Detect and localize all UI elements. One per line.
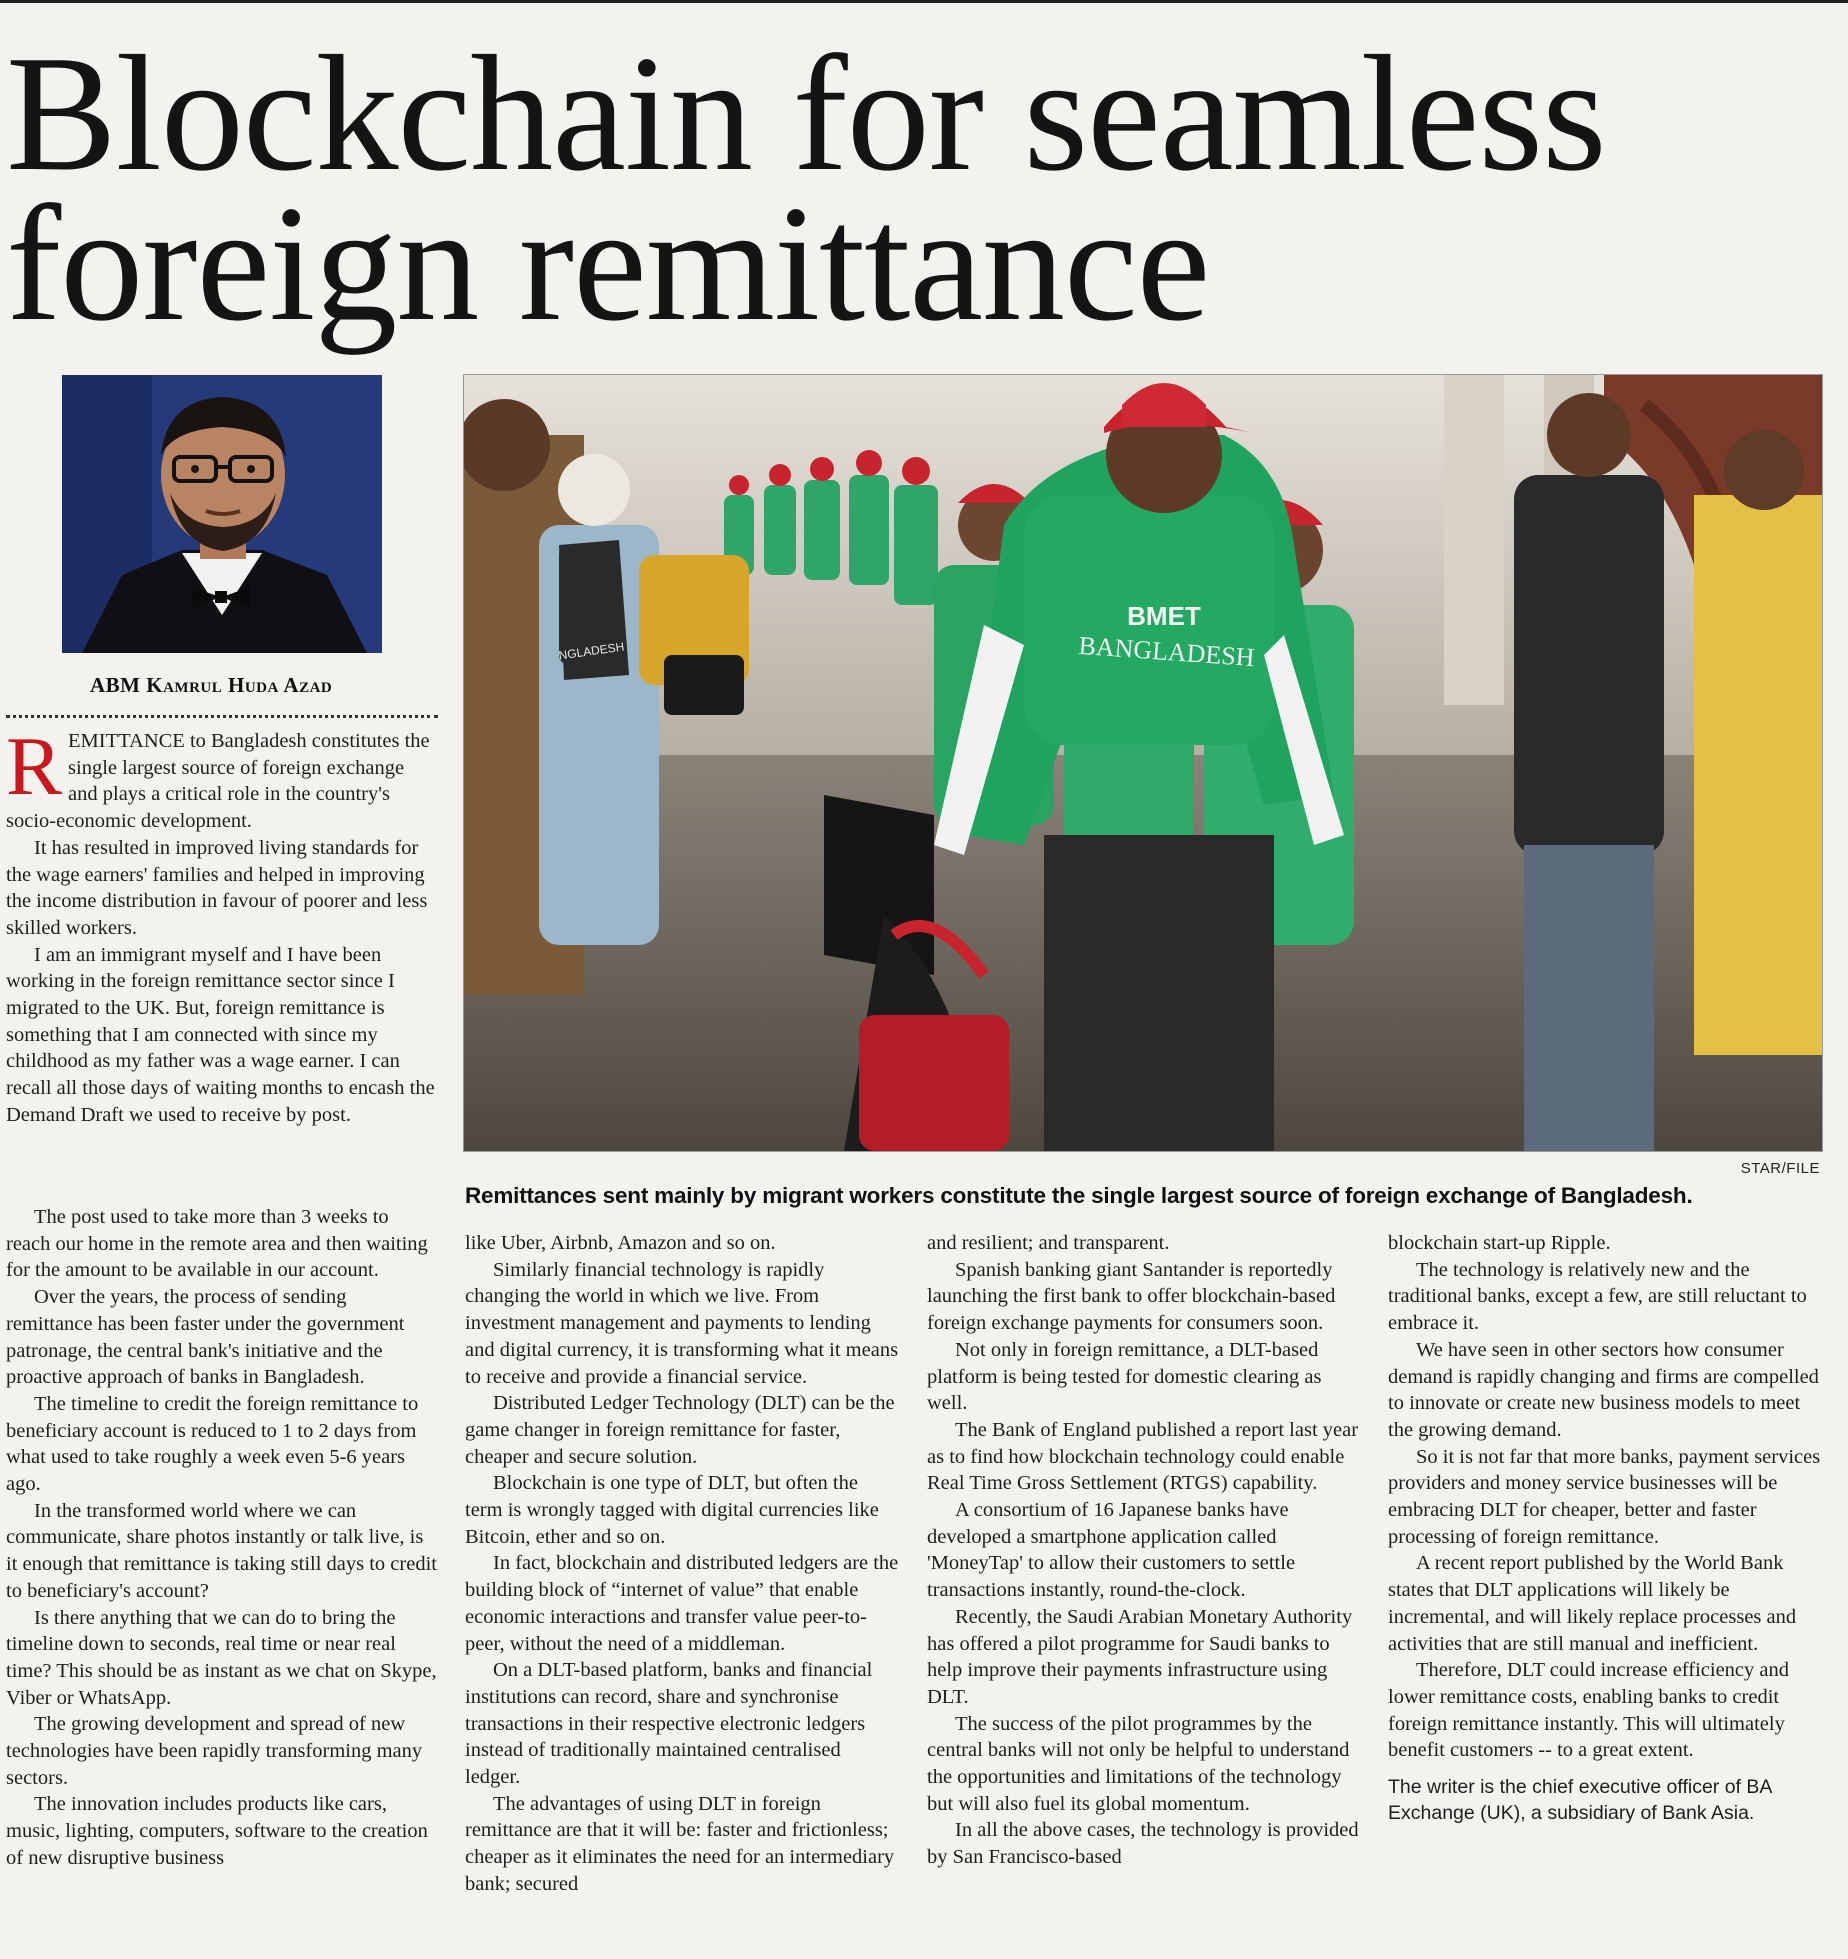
paragraph-continued: blockchain start-up Ripple. bbox=[1388, 1232, 1611, 1254]
paragraph: The post used to take more than 3 weeks to reach our home in the remote area and then waiting for the amount to be available in our account. bbox=[6, 1206, 428, 1282]
author-portrait-illustration bbox=[62, 375, 382, 653]
paragraph: Not only in foreign remittance, a DLT-based platform is being tested for domestic clearing as well. bbox=[927, 1338, 1322, 1415]
paragraph: Over the years, the process of sending remittance has been faster under the government patronage, the central bank's initiative and the proactive approach of banks in Bangladesh. bbox=[6, 1286, 405, 1389]
paragraph: The Bank of England published a report last year as to find how blockchain technology could enable Real Time Gross Settlement (RTGS) capability. bbox=[927, 1418, 1359, 1495]
paragraph: Distributed Ledger Technology (DLT) can be the game changer in foreign remittance for faster, cheaper and secure solution. bbox=[465, 1392, 895, 1468]
paragraph: I am an immigrant myself and I have been working in the foreign remittance sector since I migrated to the UK. But, foreign remittance is something that I am connected with since my childhood as my father was a wage earner. I can recall all those days of waiting months to encash the Demand Draft we used to receive by post. bbox=[6, 943, 435, 1126]
author-photo bbox=[62, 375, 382, 653]
paragraph: The timeline to credit the foreign remittance to beneficiary account is reduced to 1 to 2 days from what used to take roughly a week even 5-6 years ago. bbox=[6, 1392, 419, 1496]
shirt-text-line-1: BMET bbox=[1127, 601, 1201, 631]
paragraph-continued: and resilient; and transparent. bbox=[927, 1232, 1170, 1254]
paragraph: The technology is relatively new and the traditional banks, except a few, are still reluctant to embrace it. bbox=[1388, 1258, 1807, 1335]
shirt-text-line-2: BANGLADESH bbox=[1077, 630, 1256, 673]
paragraph: Is there anything that we can do to bring the timeline down to seconds, real time or near real time? This should be as instant as we chat on Skype, Viber or WhatsApp. bbox=[6, 1606, 437, 1709]
headline bbox=[6, 21, 1806, 355]
top-rule bbox=[0, 0, 1848, 3]
column-2 bbox=[465, 1230, 900, 1898]
paragraph: In fact, blockchain and distributed ledgers are the building block of “internet of value” that enable economic interactions and transfer value peer-to-peer, without the need of a middleman. bbox=[465, 1552, 899, 1655]
column-4 bbox=[1388, 1230, 1823, 1826]
author-name: ABM Kamrul Huda Azad bbox=[90, 673, 333, 697]
paragraph: We have seen in other sectors how consumer demand is rapidly changing and firms are compelled to innovate or create new business models to meet the growing demand. bbox=[1388, 1338, 1819, 1441]
paragraph: Similarly financial technology is rapidly changing the world in which we live. From investment management and payments to lending and digital currency, it is transforming what it means to receive and provide a financial service. bbox=[465, 1258, 899, 1388]
paragraph: A consortium of 16 Japanese banks have developed a smartphone application called 'MoneyTap' to allow their customers to settle transactions instantly, round-the-clock. bbox=[927, 1499, 1296, 1602]
paragraph: So it is not far that more banks, payment services providers and money service businesses will be embracing DLT for cheaper, better and faster processing of foreign remittance. bbox=[1388, 1445, 1821, 1548]
lead-paragraph: REMITTANCE to Bangladesh constitutes the single largest source of foreign exchange and plays a critical role in the country's socio-economic development. bbox=[6, 720, 430, 833]
paragraph: In all the above cases, the technology is provided by San Francisco-based bbox=[927, 1819, 1359, 1869]
paragraph: On a DLT-based platform, banks and financial institutions can record, share and synchronise transactions in their respective electronic ledgers instead of traditionally maintained centralised ledger. bbox=[465, 1659, 873, 1789]
paragraph: The success of the pilot programmes by the central banks will not only be helpful to understand the opportunities and limitations of the technology but will also fuel its global momentum. bbox=[927, 1712, 1350, 1815]
byline-divider bbox=[6, 715, 438, 718]
photo-caption: Remittances sent mainly by migrant workers constitute the single largest source of foreign exchange of Bangladesh. bbox=[465, 1183, 1693, 1208]
paragraph: In the transformed world where we can communicate, share photos instantly or talk live, is it enough that remittance is taking still days to credit to beneficiary's account? bbox=[6, 1499, 437, 1602]
paragraph: It has resulted in improved living standards for the wage earners' families and helped in improving the income distribution in favour of poorer and less skilled workers. bbox=[6, 836, 428, 939]
writer-note: The writer is the chief executive officer of BA Exchange (UK), a subsidiary of Bank Asia. bbox=[1388, 1776, 1772, 1825]
paragraph: Blockchain is one type of DLT, but often the term is wrongly tagged with digital currencies like Bitcoin, ether and so on. bbox=[465, 1472, 879, 1548]
paragraph: Spanish banking giant Santander is reportedly launching the first bank to offer blockchain-based foreign exchange payments for consumers soon. bbox=[927, 1258, 1336, 1335]
headline-line-1: Blockchain for seamless bbox=[6, 21, 1606, 205]
paragraph: A recent report published by the World Bank states that DLT applications will likely be incremental, and will likely replace processes and activities that are still manual and inefficient. bbox=[1388, 1552, 1797, 1655]
paragraph-continued: like Uber, Airbnb, Amazon and so on. bbox=[465, 1232, 776, 1254]
migrant-workers-photo-illustration bbox=[464, 375, 1822, 1151]
column-1-upper bbox=[6, 720, 438, 1129]
headline-line-2: foreign remittance bbox=[6, 171, 1210, 355]
paragraph: The growing development and spread of new technologies have been rapidly transforming many sectors. bbox=[6, 1713, 423, 1789]
column-3 bbox=[927, 1230, 1362, 1871]
backpack-text: NGLADESH bbox=[557, 639, 626, 663]
column-1-lower bbox=[6, 1204, 438, 1872]
paragraph: Recently, the Saudi Arabian Monetary Authority has offered a pilot programme for Saudi banks to help improve their payments infrastructure using DLT. bbox=[927, 1605, 1353, 1708]
main-photo bbox=[463, 374, 1823, 1152]
drop-cap: R bbox=[6, 720, 63, 813]
paragraph: The advantages of using DLT in foreign remittance are that it will be: faster and frictionless; cheaper as it eliminates the need for an intermediary bank; secured bbox=[465, 1792, 895, 1895]
paragraph: The innovation includes products like cars, music, lighting, computers, software to the creation of new disruptive business bbox=[6, 1793, 428, 1869]
photo-credit: STAR/FILE bbox=[1740, 1160, 1820, 1177]
paragraph: Therefore, DLT could increase efficiency and lower remittance costs, enabling banks to credit foreign remittance instantly. This will ultimately benefit customers -- to a great extent. bbox=[1388, 1659, 1790, 1762]
